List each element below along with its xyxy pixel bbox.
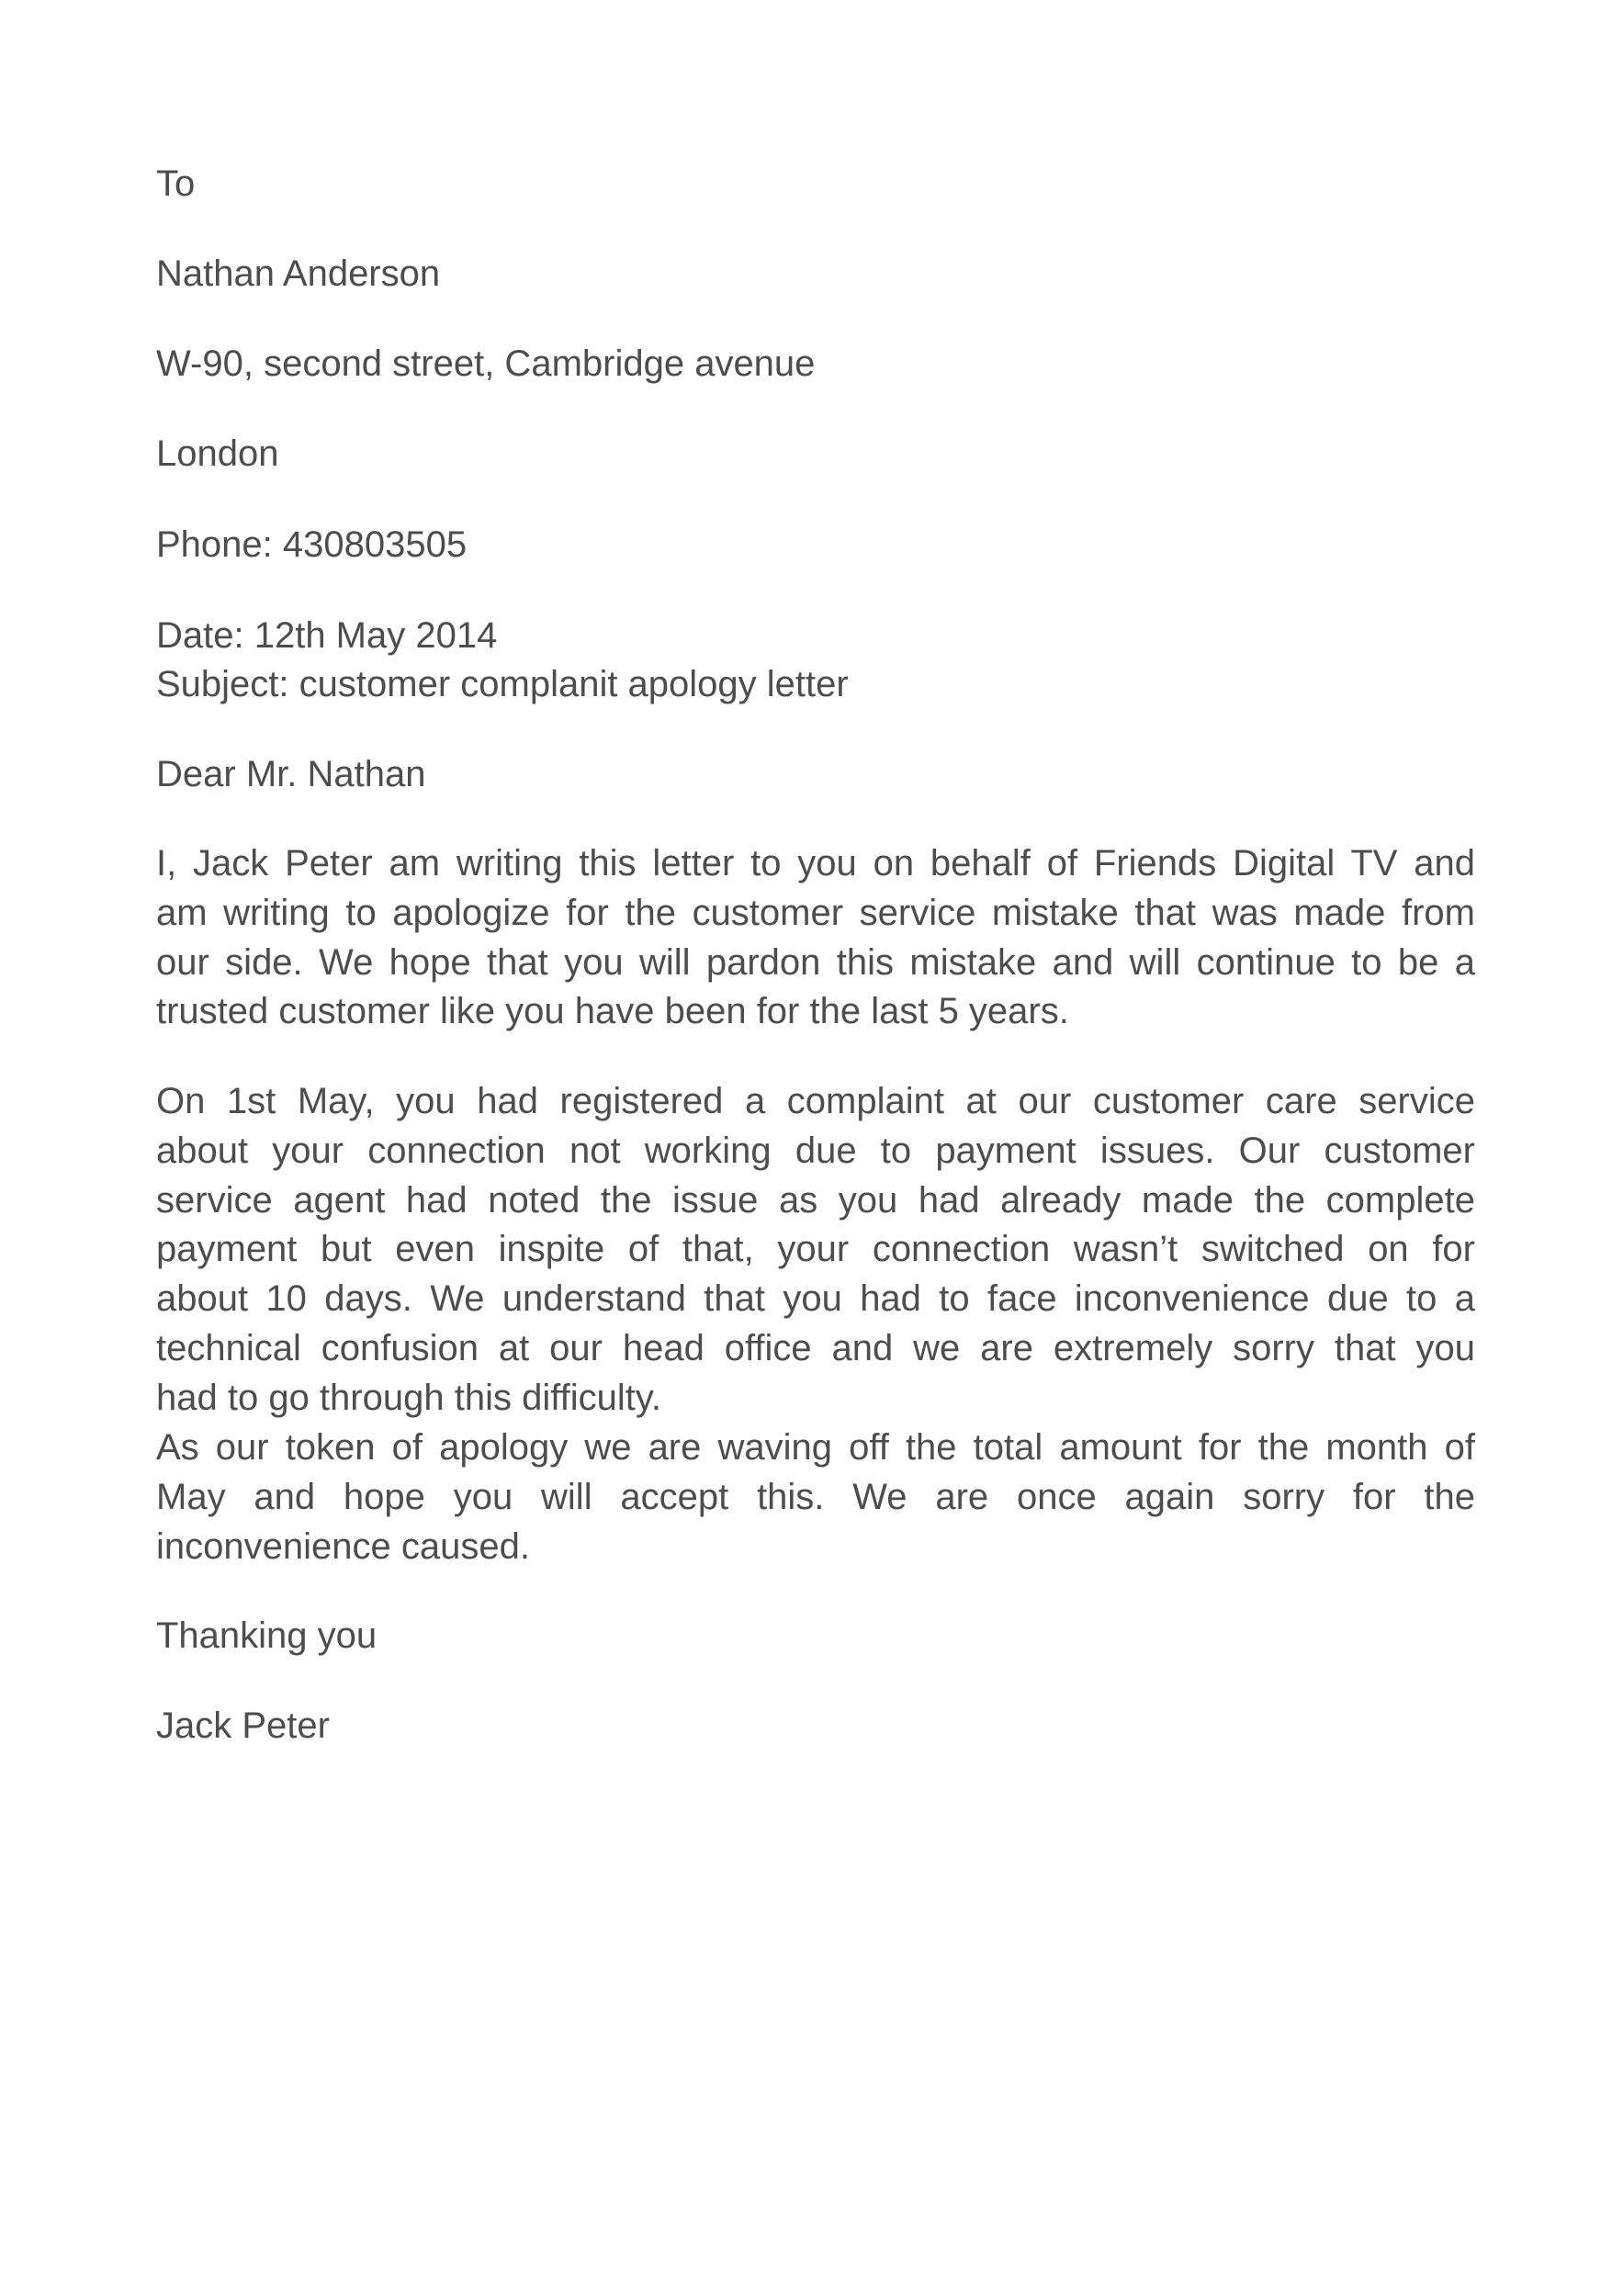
paragraph-line: As our token of apology we are waving off the total amount for the month of (156, 1427, 1475, 1468)
to-label: To (156, 163, 196, 204)
paragraph-line: about your connection not working due to payment issues. Our customer (156, 1130, 1475, 1171)
paragraph-line: had to go through this difficulty. (156, 1377, 661, 1418)
letter-subject: Subject: customer complanit apology letter (156, 664, 849, 704)
paragraph-line: inconvenience caused. (156, 1525, 530, 1567)
paragraph-line: service agent had noted the issue as you had already made the complete (156, 1179, 1475, 1221)
recipient-address: W-90, second street, Cambridge avenue (156, 343, 816, 384)
paragraph-line: I, Jack Peter am writing this letter to you on behalf of Friends Digital TV and (156, 843, 1475, 884)
letter-date: Date: 12th May 2014 (156, 615, 498, 656)
paragraph-apology-intro (156, 839, 1475, 1037)
paragraph-line: am writing to apologize for the customer service mistake that was made from (156, 892, 1475, 933)
paragraph-complaint-details (156, 1077, 1475, 1424)
paragraph-line: our side. We hope that you will pardon this mistake and will continue to be a (156, 941, 1475, 983)
closing: Thanking you (156, 1615, 378, 1656)
paragraph-line: payment but even inspite of that, your connection wasn’t switched on for (156, 1229, 1475, 1270)
signature-name: Jack Peter (156, 1705, 330, 1746)
paragraph-line: May and hope you will accept this. We are once again sorry for the (156, 1476, 1475, 1517)
paragraph-line: On 1st May, you had registered a complaint at our customer care service (156, 1081, 1475, 1121)
paragraph-token-of-apology (156, 1424, 1475, 1571)
paragraph-line: trusted customer like you have been for the last 5 years. (156, 991, 1069, 1032)
paragraph-line: about 10 days. We understand that you had to face inconvenience due to a (156, 1278, 1475, 1320)
recipient-name: Nathan Anderson (156, 253, 441, 294)
recipient-city: London (156, 433, 279, 474)
paragraph-line: technical confusion at our head office and we are extremely sorry that you (156, 1327, 1475, 1368)
salutation: Dear Mr. Nathan (156, 754, 426, 794)
recipient-phone: Phone: 430803505 (156, 524, 468, 565)
